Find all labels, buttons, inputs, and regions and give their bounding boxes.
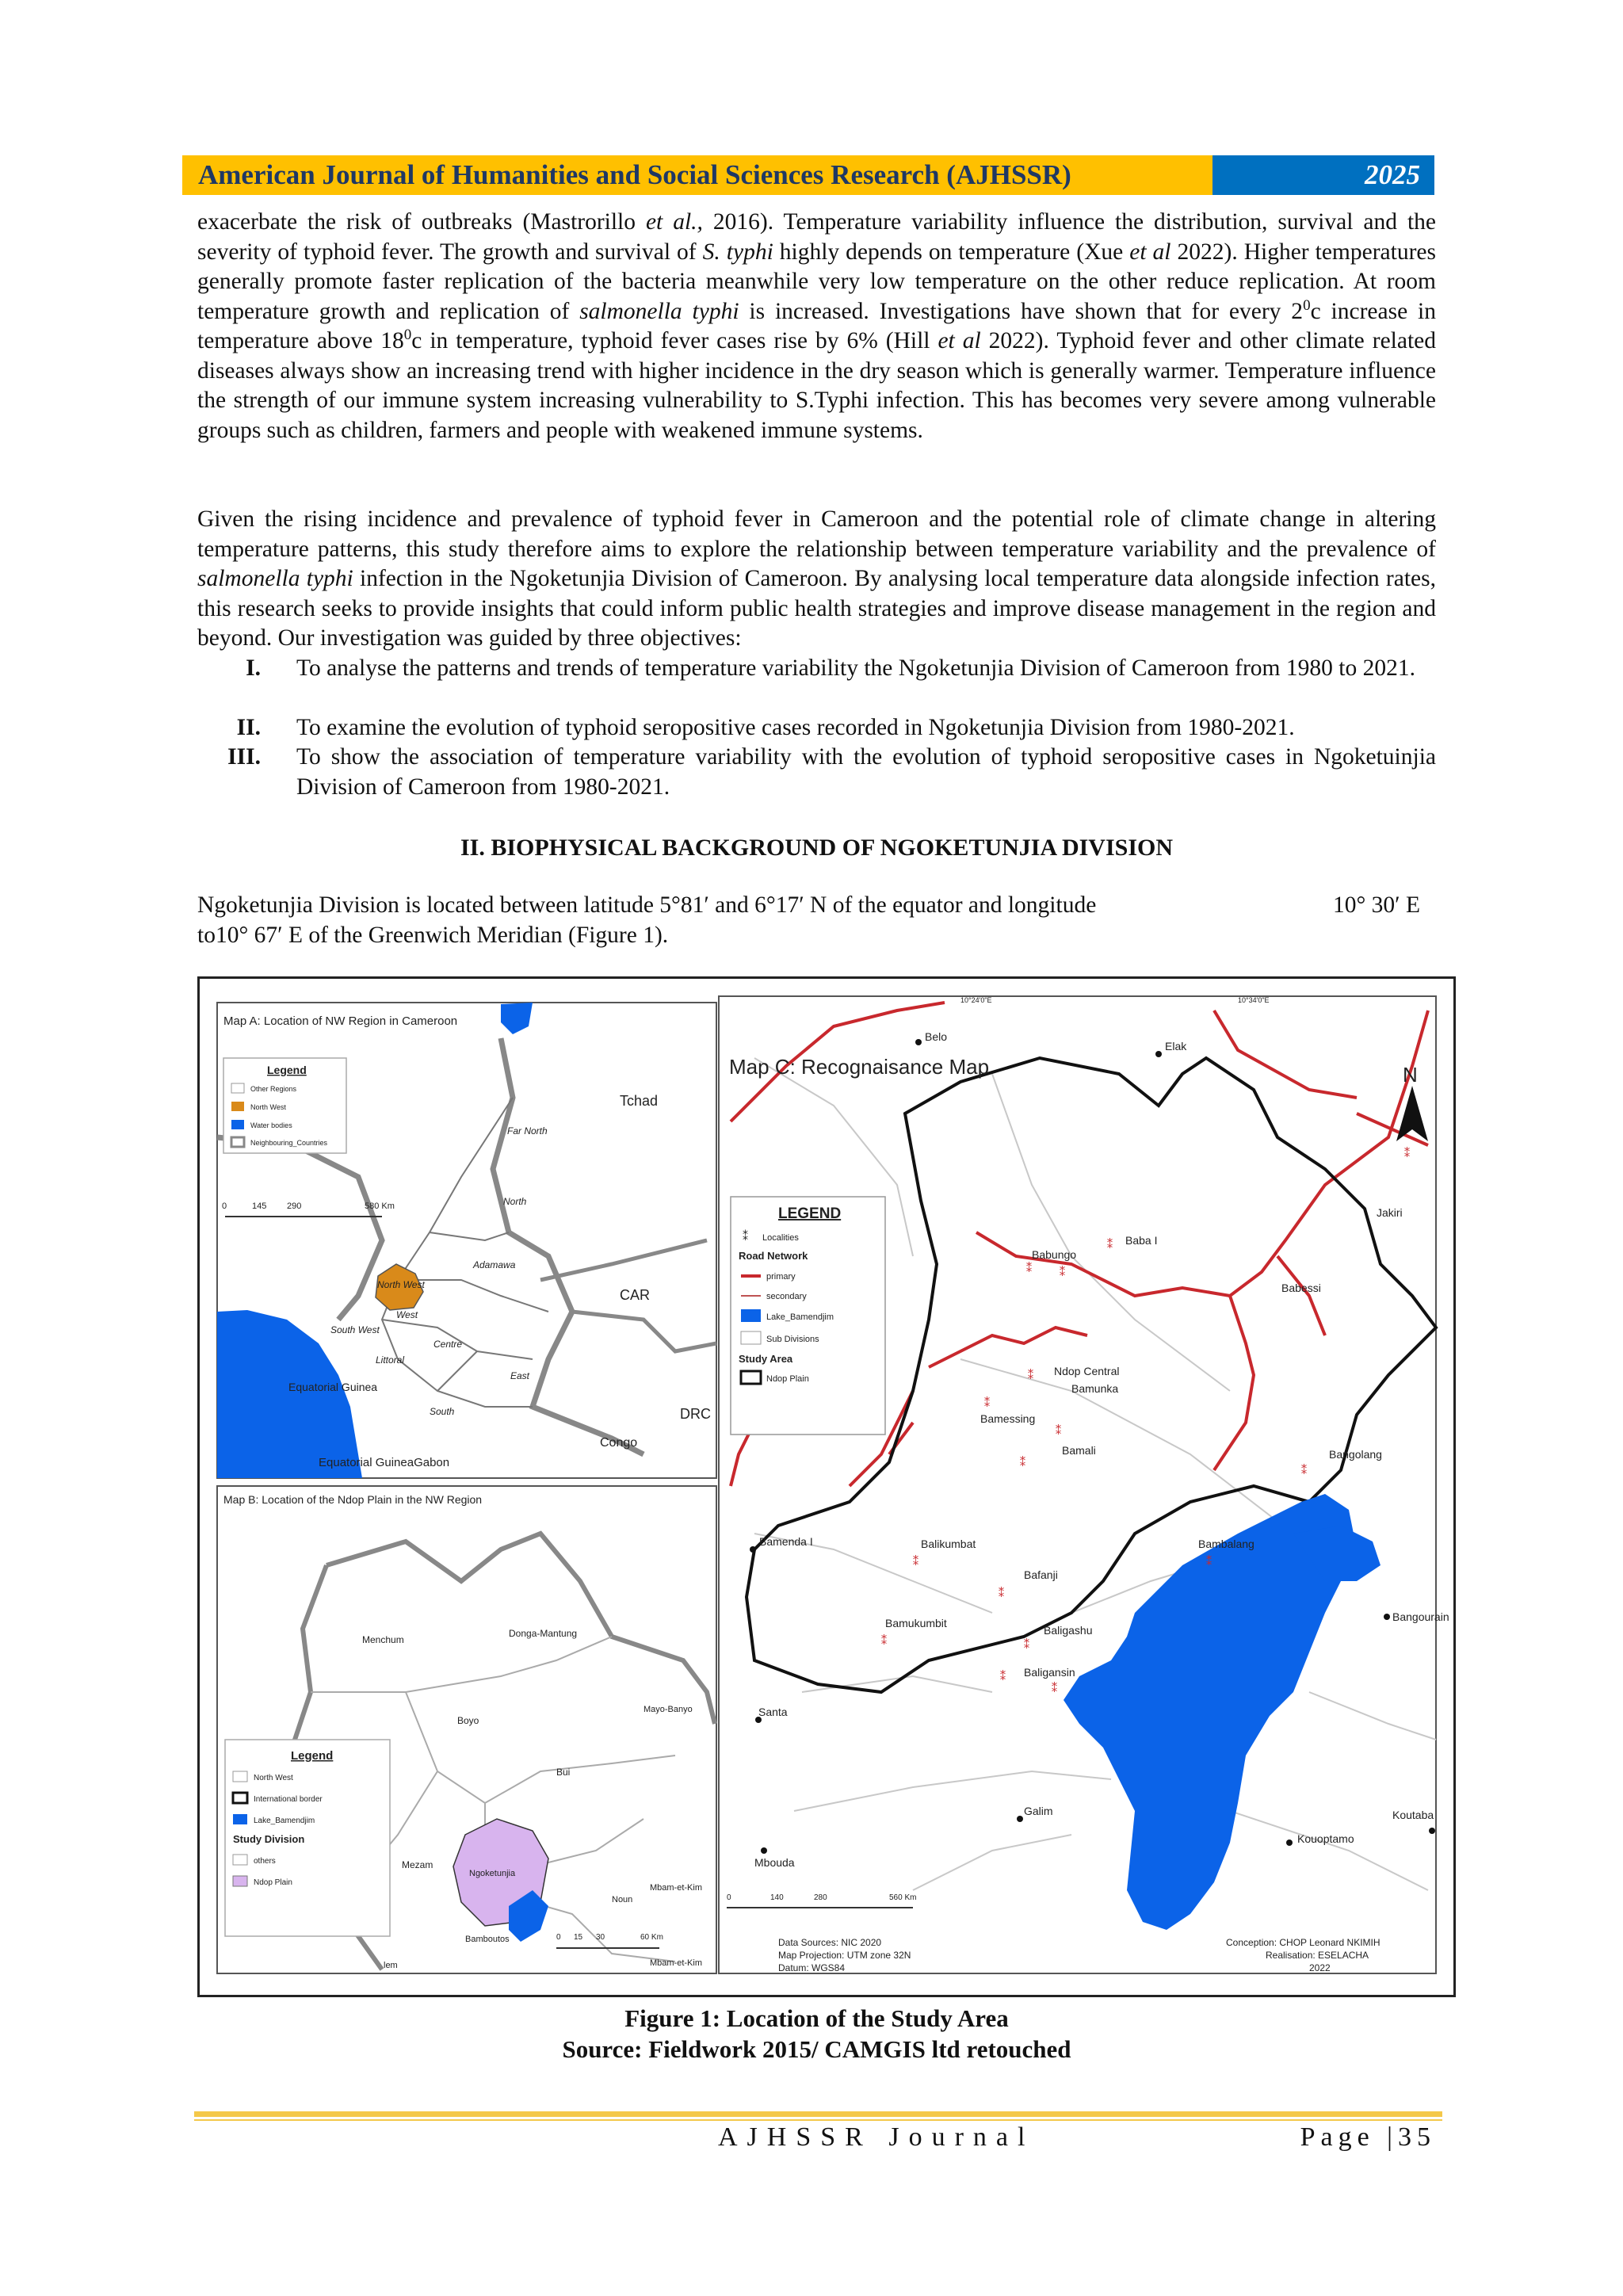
svg-text:⁑: ⁑ [881,1636,887,1648]
map-label: Mbam-et-Kim [650,1958,703,1968]
map-label: Congo [600,1436,638,1450]
svg-text:⁑: ⁑ [1056,1426,1061,1438]
place-label: Babessi [1281,1282,1321,1294]
map-label: West [396,1309,418,1320]
journal-year: 2025 [1212,155,1434,195]
map-label: Adamawa [473,1259,516,1270]
map-label: Littoral [376,1354,405,1366]
legend-label: Lake_Bamendjim [766,1312,834,1322]
legend-label: Study Area [739,1353,793,1365]
location-text-longitude: 10° 30′ E [1333,892,1421,918]
place-label: Bamukumbit [885,1617,947,1629]
legend-label: North West [254,1774,293,1782]
svg-text:⁑: ⁑ [913,1557,918,1568]
map-label: Bamboutos [465,1935,510,1944]
svg-text:⁑: ⁑ [1206,1557,1212,1568]
map-label: DRC [680,1406,711,1422]
legend-label: Road Network [739,1250,808,1262]
footer-journal: AJHSSR Journal [718,2122,1035,2152]
footer-divider [194,2111,1442,2117]
footer-divider-thin [194,2119,1442,2121]
svg-text:⁑: ⁑ [1107,1240,1113,1251]
place-label: Kouoptamo [1297,1832,1354,1845]
place-label: Baligansin [1024,1666,1075,1679]
objective-item: II. To examine the evolution of typhoid seropositive cases recorded in Ngoketunjia Division from 1980-2021. [236,715,1295,740]
legend-label: Localities [762,1233,799,1243]
place-label: Bangourain [1392,1610,1449,1623]
place-label: Baba I [1125,1234,1158,1247]
map-label: Mezam [402,1859,433,1870]
svg-text:⁑: ⁑ [1052,1683,1057,1695]
map-label: East [510,1370,530,1381]
place-label: Belo [925,1030,948,1043]
svg-text:⁑: ⁑ [999,1588,1004,1600]
journal-title: American Journal of Humanities and Social Sciences Research (AJHSSR) [182,155,1212,195]
scale-label: 280 [814,1893,827,1902]
map-label: Noun [612,1895,633,1904]
place-label: Koutaba [1392,1809,1434,1821]
paragraph-temperature: exacerbate the risk of outbreaks (Mastrorillo et al., 2016). Temperature variability influence the distribution, survival and the severity of typhoid fever. The growth and survival of S. typhi highly depends on temperature (Xue et al 2022). Higher temperatures generally promote faster replication of the bacteria meanwhile very low temperature on the other reduce replication. At room temperature growth and replication of salmonella typhi is increased. Investigations have shown that for every $2^0c$ increase in temperature above $18^0c$ in temperature, typhoid fever cases rise by 6% (Hill et al 2022). Typhoid fever and other climate related diseases always show an increasing trend with higher incidence in the dry season which is generally warmer. Temperature influence the strength of our immune system increasing vulnerability to S.Typhi infection. This has becomes very severe among vulnerable groups such as children, farmers and people with weakened immune systems. [197,209,1436,443]
place-label: Bambalang [1198,1538,1254,1550]
legend-label: secondary [766,1292,807,1301]
map-b [217,1486,716,1973]
map-year: 2022 [1309,1962,1331,1973]
scale-label: 145 [252,1201,267,1211]
legend-label: Lake_Bamendjim [254,1817,315,1825]
journal-header [182,155,1434,195]
scale-label: 140 [770,1893,784,1902]
map-label: Tchad [620,1093,659,1109]
map-a-title: Map A: Location of NW Region in Cameroon [223,1014,458,1028]
place-label: Bamenda I [759,1535,813,1548]
legend-label: Ndop Plain [254,1878,292,1887]
figure-source: Source: Fieldwork 2015/ CAMGIS ltd retouched [562,2035,1071,2063]
map-c-coord: 10°34'0"E [1238,996,1270,1004]
locality-icon: ⁑ [743,1230,748,1243]
svg-text:⁑: ⁑ [984,1398,990,1410]
study-area-figure [197,976,1456,1997]
svg-text:⁑: ⁑ [1020,1457,1025,1469]
legend-label: North West [250,1103,286,1111]
map-conception: Conception: CHOP Leonard NKIMIH [1226,1937,1381,1948]
objective-item: III. To show the association of temperature variability with the evolution of typhoid seropositive cases in Ngoketuinjia Division of Cameroon from 1980-2021. [227,744,1436,800]
map-label: Far North [507,1125,548,1137]
place-label: Santa [758,1706,788,1718]
place-label: Baligashu [1044,1624,1093,1637]
map-b-legend-title: Legend [291,1749,334,1763]
map-a [217,1003,716,1478]
legend-label: International border [254,1795,323,1804]
map-label: South [430,1406,455,1417]
location-text-line1: Ngoketunjia Division is located between latitude 5°81′ and 6°17′ N of the equator and longitude [197,892,1097,918]
svg-text:⁑: ⁑ [1060,1267,1065,1279]
map-label: North [503,1196,527,1207]
place-label: Jakiri [1377,1206,1403,1219]
map-c-legend-title: LEGEND [778,1205,842,1222]
place-label: Babungo [1032,1248,1077,1261]
svg-text:⁑: ⁑ [1301,1465,1307,1477]
scale-label: 0 [727,1893,731,1902]
scale-label: 560 Km [889,1893,917,1902]
legend-label: primary [766,1272,796,1282]
map-c [719,996,1449,1973]
scale-label: 580 Km [365,1201,395,1211]
map-label: Mayo-Banyo [643,1705,693,1714]
map-label: Boyo [457,1715,479,1726]
figure-caption: Figure 1: Location of the Study Area [624,2004,1009,2032]
legend-label: Ndop Plain [766,1374,809,1384]
map-source: Data Sources: NIC 2020 [778,1937,882,1948]
map-label: lem [384,1961,398,1970]
svg-text:⁑: ⁑ [1026,1263,1032,1275]
map-label: Menchum [362,1634,404,1645]
study-division-title: Study Division [233,1833,305,1845]
map-label: Ngoketunjia [469,1869,516,1878]
map-c-title: Map C: Recognaisance Map [729,1055,990,1079]
map-c-coord: 10°24'0"E [960,996,992,1004]
svg-text:⁑: ⁑ [1024,1640,1029,1652]
map-b-title: Map B: Location of the Ndop Plain in the NW Region [223,1493,483,1506]
map-label: Equatorial Guinea [288,1381,378,1393]
map-label: South West [330,1324,380,1335]
footer-page-number: Page |35 [1300,2122,1436,2152]
scale-label: 30 [596,1933,605,1942]
scale-label: 0 [556,1933,561,1942]
map-figure-svg [200,979,1453,1995]
place-label: Galim [1024,1805,1053,1817]
section-heading: II. BIOPHYSICAL BACKGROUND OF NGOKETUNJIA DIVISION [460,835,1174,861]
place-label: Bamali [1062,1444,1096,1457]
legend-label: Neighbouring_Countries [250,1139,328,1147]
svg-text:⁑: ⁑ [1028,1370,1033,1382]
map-label: Mbam-et-Kim [650,1883,703,1893]
map-a-legend-title: Legend [267,1064,307,1076]
place-label: Elak [1165,1040,1187,1052]
scale-label: 60 Km [640,1933,663,1942]
location-text-line2: to10° 67′ E of the Greenwich Meridian (Figure 1). [197,923,669,948]
map-projection: Map Projection: UTM zone 32N [778,1950,911,1961]
place-label: Bamunka [1071,1382,1119,1395]
legend-label: Water bodies [250,1121,292,1129]
scale-label: 0 [222,1201,227,1211]
legend-label: others [254,1857,276,1866]
place-label: Ndop Central [1054,1365,1120,1377]
place-label: Bafanji [1024,1568,1058,1581]
map-label: North West [377,1279,425,1290]
place-label: Balikumbat [921,1538,976,1550]
scale-label: 15 [574,1933,583,1942]
map-datum: Datum: WGS84 [778,1962,846,1973]
north-label: N [1403,1063,1418,1087]
map-label: CAR [620,1287,651,1303]
legend-label: Other Regions [250,1085,297,1093]
map-realisation: Realisation: ESELACHA [1266,1950,1369,1961]
svg-text:⁑: ⁑ [1000,1671,1006,1683]
map-label: Centre [433,1339,463,1350]
map-label: Bui [556,1767,571,1778]
objective-item: I. To analyse the patterns and trends of temperature variability the Ngoketunjia Division of Cameroon from 1980 to 2021. [246,655,1415,681]
paragraph-study-aims: Given the rising incidence and prevalence of typhoid fever in Cameroon and the potential role of climate change in altering temperature patterns, this study therefore aims to explore the relationship between temperature variability and the prevalence of salmonella typhi infection in the Ngoketunjia Division of Cameroon. By analysing local temperature data alongside infection rates, this research seeks to provide insights that could inform public health strategies and improve disease management in the region and beyond. Our investigation was guided by three objectives: [197,506,1436,651]
place-label: Mbouda [754,1856,795,1869]
map-label: Donga-Mantung [509,1628,578,1639]
map-label: Equatorial GuineaGabon [319,1456,450,1469]
place-label: Bangolang [1329,1448,1382,1461]
place-label: Bamessing [980,1412,1036,1425]
legend-label: Sub Divisions [766,1335,819,1344]
scale-label: 290 [287,1201,302,1211]
svg-text:⁑: ⁑ [1404,1148,1410,1160]
